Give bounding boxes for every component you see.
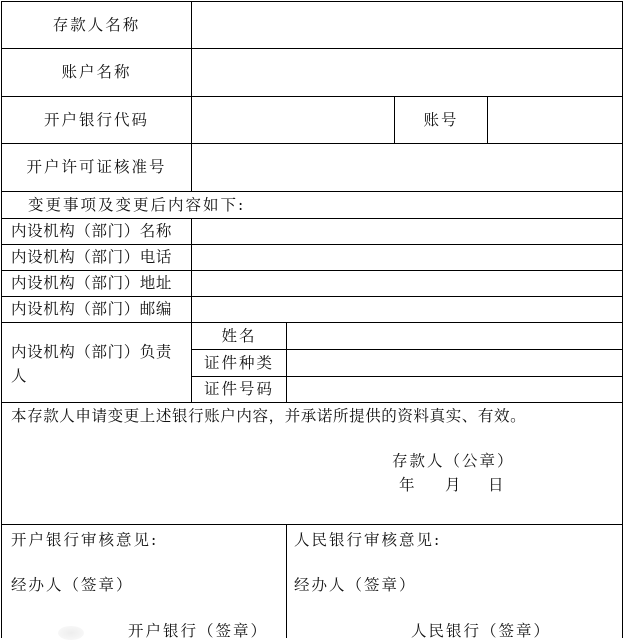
account-name-value[interactable] bbox=[192, 49, 622, 96]
account-number-value[interactable] bbox=[488, 97, 622, 143]
pboc-seal-label: 人民银行（签章） bbox=[411, 622, 552, 640]
date-day-label: 日 bbox=[488, 476, 506, 494]
date-month-label: 月 bbox=[445, 476, 463, 494]
dept-phone-label: 内设机构（部门）电话 bbox=[11, 248, 173, 266]
dept-postcode-label: 内设机构（部门）邮编 bbox=[11, 300, 173, 318]
row-divider bbox=[1, 402, 623, 403]
head-name-label: 姓名 bbox=[221, 327, 257, 345]
dept-address-label: 内设机构（部门）地址 bbox=[11, 274, 173, 292]
row-divider bbox=[1, 524, 623, 525]
id-number-value[interactable] bbox=[287, 377, 622, 402]
change-intro-text: 变更事项及变更后内容如下: bbox=[28, 196, 246, 214]
dept-postcode-value[interactable] bbox=[192, 297, 622, 322]
account-name-label: 账户名称 bbox=[61, 63, 132, 81]
license-number-value[interactable] bbox=[192, 144, 622, 191]
dept-name-value[interactable] bbox=[192, 219, 622, 244]
date-year-label: 年 bbox=[399, 476, 417, 494]
dept-address-value[interactable] bbox=[192, 271, 622, 296]
column-divider bbox=[286, 524, 287, 638]
table-border-right bbox=[622, 1, 623, 638]
row-divider bbox=[1, 191, 623, 192]
handler-signature-right: 经办人（签章） bbox=[294, 576, 417, 594]
dept-phone-value[interactable] bbox=[192, 245, 622, 270]
depositor-name-label: 存款人名称 bbox=[52, 16, 141, 34]
table-border-left bbox=[1, 1, 2, 638]
handler-signature-left: 经办人（签章） bbox=[11, 576, 134, 594]
dept-head-label-line1: 内设机构（部门）负责 bbox=[11, 343, 173, 361]
declaration-text: 本存款人申请变更上述银行账户内容，并承诺所提供的资料真实、有效。 bbox=[11, 407, 527, 425]
bank-seal-label: 开户银行（签章） bbox=[128, 622, 269, 640]
depositor-seal-label: 存款人（公章） bbox=[392, 452, 515, 470]
depositor-name-value[interactable] bbox=[192, 2, 622, 48]
head-name-value[interactable] bbox=[287, 323, 622, 349]
license-number-label: 开户许可证核准号 bbox=[26, 158, 167, 176]
id-type-label: 证件种类 bbox=[203, 354, 274, 372]
bank-code-label: 开户银行代码 bbox=[43, 111, 149, 129]
id-type-value[interactable] bbox=[287, 350, 622, 376]
dept-name-label: 内设机构（部门）名称 bbox=[11, 222, 173, 240]
account-number-label: 账号 bbox=[423, 111, 459, 129]
bank-review-label: 开户银行审核意见: bbox=[11, 531, 159, 549]
pboc-review-label: 人民银行审核意见: bbox=[294, 531, 442, 549]
dept-head-label-line2: 人 bbox=[11, 367, 29, 385]
bank-code-value[interactable] bbox=[192, 97, 394, 143]
id-number-label: 证件号码 bbox=[203, 380, 274, 398]
